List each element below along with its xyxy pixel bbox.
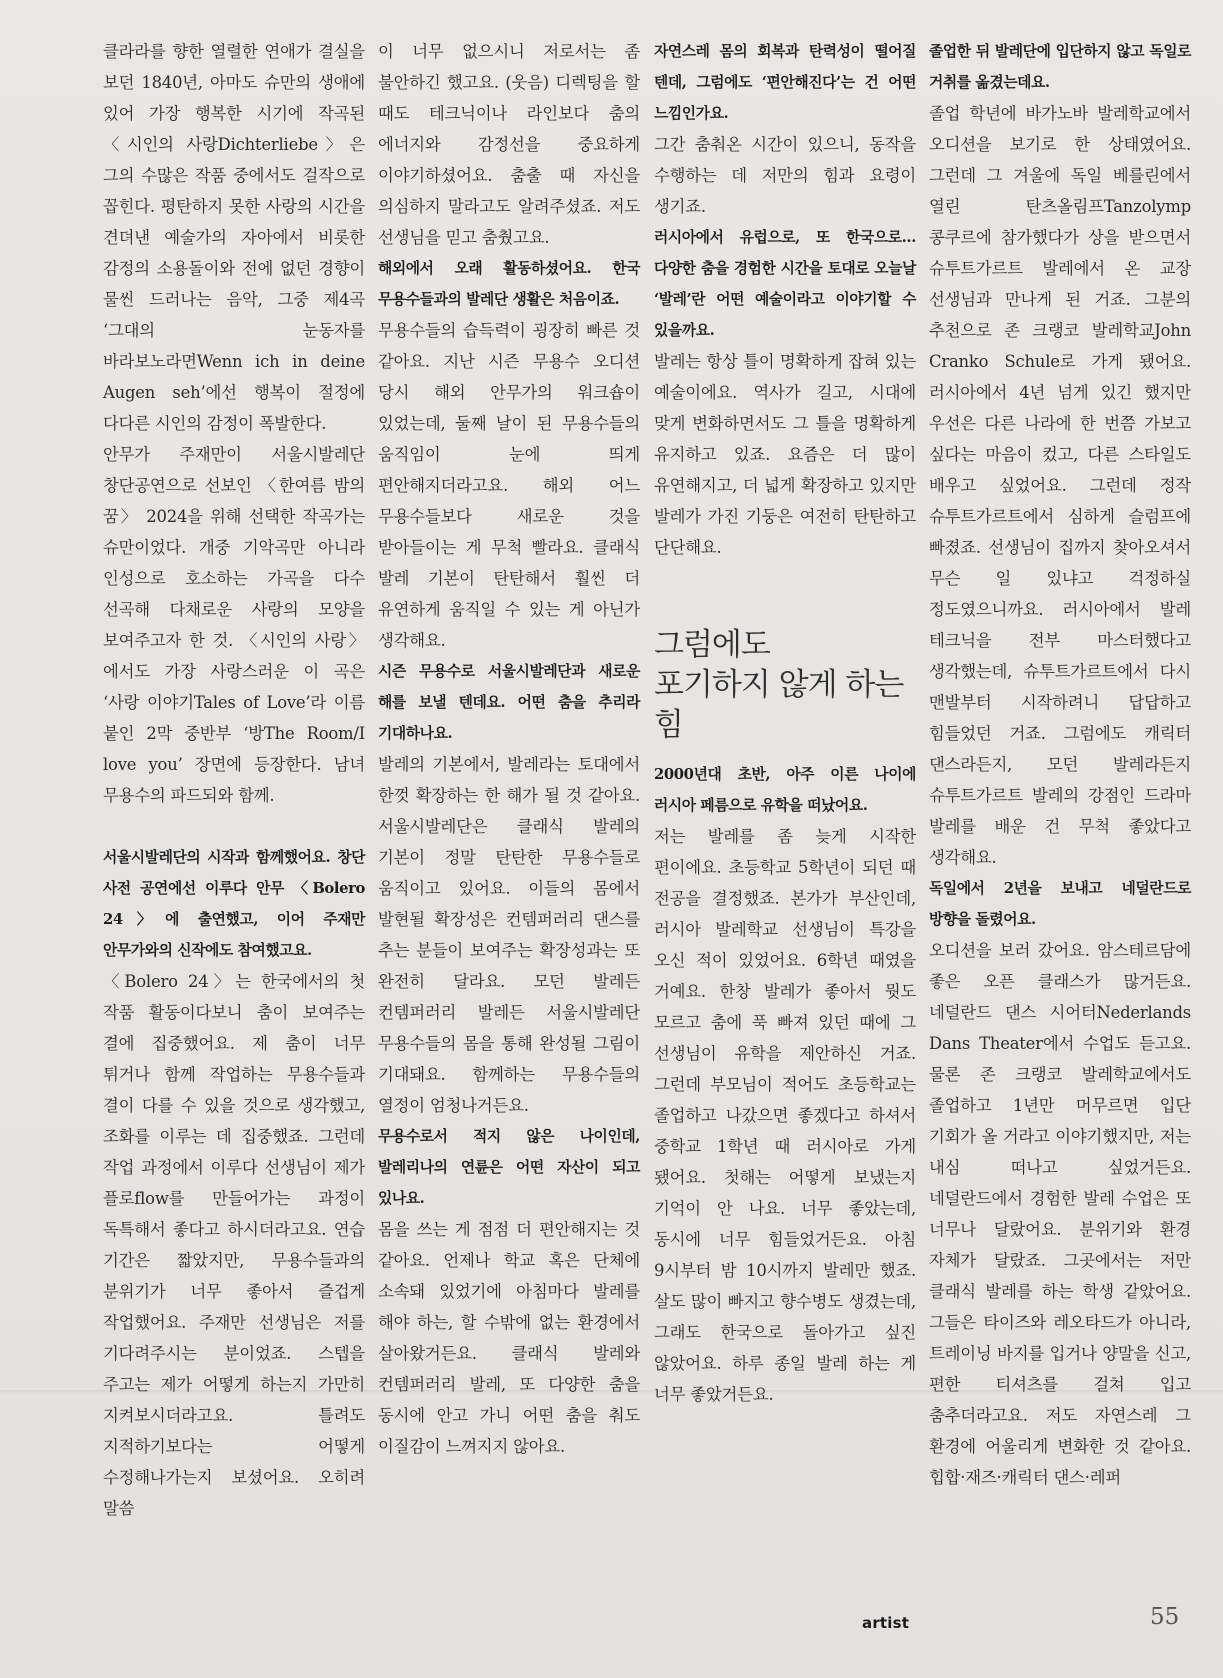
body-paragraph: 무용수들의 습득력이 굉장히 빠른 것 같아요. 지난 시즌 무용수 오디션 당시 해외 안무가의 워크숍이 있었는데, 둘째 날이 된 무용수들의 움직임이 눈에 띄게 편안해지더라고요. 해외 어느 무용수들보다 새로운 것을 받아들이는 게 무척 빨라요. 클래식 발레 기본이 탄탄해서 훨씬 더 유연하게 움직일 수 있는 게 아닌가 생각해요. (378, 321, 640, 650)
section-heading: 그럼에도 포기하지 않게 하는 힘 (654, 627, 904, 743)
footer-brand: artist (862, 1614, 910, 1632)
section-gap (654, 563, 916, 625)
article-column-2 (378, 36, 640, 1462)
interview-question: 무용수로서 적지 않은 나이인데, 발레리나의 연륜은 어떤 자산이 되고 있나요. (378, 1128, 640, 1207)
article-column-4 (929, 36, 1191, 1493)
interview-question: 2000년대 초반, 아주 이른 나이에 러시아 페름으로 유학을 떠났어요. (654, 766, 916, 814)
body-paragraph: 발레는 항상 틀이 명확하게 잡혀 있는 예술이에요. 역사가 길고, 시대에 맞게 변화하면서도 그 틀을 명확하게 유지하고 있죠. 요즘은 더 많이 유연해지고, 더 넓게 확장하고 있지만 발레가 가진 기둥은 여전히 탄탄하고 단단해요. (654, 352, 916, 557)
body-paragraph: 오디션을 보러 갔어요. 암스테르담에 좋은 오픈 클래스가 많거든요. 네덜란드 댄스 시어터Nederlands Dans Theater에서 수업도 듣고요. 물론 존 크랭코 발레학교에서도 졸업하고 1년만 머무르면 입단 기회가 올 거라고 이야기했지만, 저는 내심 떠나고 싶었거든요. 네덜란드에서 경험한 발레 수업은 또 너무나 달랐어요. 분위기와 환경 자체가 달랐죠. 그곳에서는 저만 클래식 발레를 하는 학생 같았어요. 그들은 타이즈와 레오타드가 아니라, 트레이닝 바지를 입거나 양말을 신고, 편한 티셔츠를 걸쳐 입고 춤추더라고요. 저도 자연스레 그 환경에 어울리게 변화한 것 같아요. 힙합·재즈·캐릭터 댄스·레퍼 (929, 941, 1191, 1487)
body-paragraph: 그간 춤춰온 시간이 있으니, 동작을 수행하는 데 저만의 힘과 요령이 생기죠. (654, 135, 916, 216)
body-paragraph: 클라라를 향한 열렬한 연애가 결실을 보던 1840년, 아마도 슈만의 생애에 있어 가장 행복한 시기에 작곡된 〈시인의 사랑Dichterliebe〉은 그의 수많은 작품 중에서도 걸작으로 꼽힌다. 평탄하지 못한 사랑의 시간을 견뎌낸 예술가의 자아에서 비롯한 감정의 소용돌이와 전에 없던 경향이 물씬 드러나는 음악, 그중 제4곡 ‘그대의 눈동자를 바라보노라면Wenn ich in deine Augen seh’에선 행복이 절정에 다다른 시인의 감정이 폭발한다. (103, 42, 365, 433)
body-paragraph: 안무가 주재만이 서울시발레단 창단공연으로 선보인 〈한여름 밤의 꿈〉 2024을 위해 선택한 작곡가는 슈만이었다. 개중 기악곡만 아니라 인성으로 호소하는 가곡을 다수 선곡해 다채로운 사랑의 모양을 보여주고자 한 것. 〈시인의 사랑〉에서도 가장 사랑스러운 이 곡은 ‘사랑 이야기Tales of Love’라 이름 붙인 2막 중반부 ‘방The Room/I love you’ 장면에 등장한다. 남녀 무용수의 파드되와 함께. (103, 445, 365, 805)
interview-question: 서울시발레단의 시작과 함께했어요. 창단 사전 공연에선 이루다 안무 〈Bolero 24〉에 출연했고, 이어 주재만 안무가와의 신작에도 참여했고요. (103, 849, 365, 959)
interview-question: 해외에서 오래 활동하셨어요. 한국 무용수들과의 발레단 생활은 처음이죠. (378, 260, 640, 308)
body-paragraph: 발레의 기본에서, 발레라는 토대에서 한껏 확장하는 한 해가 될 것 같아요. 서울시발레단은 클래식 발레의 기본이 정말 탄탄한 무용수들로 움직이고 있어요. 이들의 몸에서 발현될 확장성은 컨템퍼러리 댄스를 추는 분들이 보여주는 확장성과는 또 완전히 달라요. 모던 발레든 컨템퍼러리 발레든 서울시발레단 무용수들의 몸을 통해 완성될 그림이 기대돼요. 함께하는 무용수들의 열정이 엄청나거든요. (378, 755, 640, 1115)
body-paragraph: 졸업 학년에 바가노바 발레학교에서 오디션을 보기로 한 상태였어요. 그런데 그 겨울에 독일 베를린에서 열린 탄츠올림프Tanzolymp 콩쿠르에 참가했다가 상을 받으면서 슈투트가르트 발레에서 온 교장 선생님과 만나게 된 거죠. 그분의 추천으로 존 크랭코 발레학교John Cranko Schule로 가게 됐어요. 러시아에서 4년 넘게 있긴 했지만 우선은 다른 나라에 한 번쯤 가보고 싶다는 마음이 컸고, 다른 스타일도 배우고 싶었어요. 그런데 정작 슈투트가르트에서 심하게 슬럼프에 빠졌죠. 선생님이 집까지 찾아오셔서 무슨 일 있냐고 걱정하실 정도였으니까요. 러시아에서 발레 테크닉을 전부 마스터했다고 생각했는데, 슈투트가르트에서 다시 맨발부터 시작하려니 답답하고 힘들었던 거죠. 그럼에도 캐릭터 댄스라든지, 모던 발레라든지 슈투트가르트 발레의 강점인 드라마 발레를 배운 건 무척 좋았다고 생각해요. (929, 104, 1191, 867)
article-column-1 (103, 36, 365, 1524)
paragraph-gap (103, 811, 365, 842)
body-paragraph: 이 너무 없으시니 저로서는 좀 불안하긴 했고요. (웃음) 디렉팅을 할 때도 테크닉이나 라인보다 춤의 에너지와 감정선을 중요하게 이야기하셨어요. 춤출 때 자신을 의심하지 말라고도 알려주셨죠. 저도 선생님을 믿고 춤췄고요. (378, 42, 640, 247)
interview-question: 독일에서 2년을 보내고 네덜란드로 방향을 돌렸어요. (929, 880, 1191, 928)
interview-question: 러시아에서 유럽으로, 또 한국으로… 다양한 춤을 경험한 시간을 토대로 오늘날 ‘발레’란 어떤 예술이라고 이야기할 수 있을까요. (654, 229, 916, 339)
article-column-3 (654, 36, 916, 1410)
interview-question: 졸업한 뒤 발레단에 입단하지 않고 독일로 거취를 옮겼는데요. (929, 43, 1191, 91)
body-paragraph: 몸을 쓰는 게 점점 더 편안해지는 것 같아요. 언제나 학교 혹은 단체에 소속돼 있었기에 아침마다 발레를 해야 하는, 할 수밖에 없는 환경에서 살아왔거든요. 클래식 발레와 컨템퍼러리 발레, 또 다양한 춤을 동시에 안고 가니 어떤 춤을 춰도 이질감이 느껴지지 않아요. (378, 1220, 640, 1456)
body-paragraph: 〈Bolero 24〉는 한국에서의 첫 작품 활동이다보니 춤이 보여주는 결에 집중했어요. 제 춤이 너무 튀거나 함께 작업하는 무용수들과 결이 다를 수 있을 것으로 생각했고, 조화를 이루는 데 집중했죠. 그런데 작업 과정에서 이루다 선생님이 제가 플로flow를 만들어가는 과정이 독특해서 좋다고 하시더라고요. 연습 기간은 짧았지만, 무용수들과의 분위기가 너무 좋아서 즐겁게 작업했어요. 주재만 선생님은 저를 기다려주시는 분이었죠. 스텝을 주고는 제가 어떻게 하는지 가만히 지켜보시더라고요. 틀려도 지적하기보다는 어떻게 수정해나가는지 보셨어요. 오히려 말씀 (103, 972, 365, 1518)
interview-question: 자연스레 몸의 회복과 탄력성이 떨어질 텐데, 그럼에도 ‘편안해진다’는 건 어떤 느낌인가요. (654, 43, 916, 122)
body-paragraph: 저는 발레를 좀 늦게 시작한 편이에요. 초등학교 5학년이 되던 때 전공을 결정했죠. 본가가 부산인데, 러시아 발레학교 선생님이 특강을 오신 적이 있었어요. 6학년 때였을 거예요. 한창 발레가 좋아서 뭣도 모르고 춤에 푹 빠져 있던 때에 그 선생님이 유학을 제안하신 거죠. 그런데 부모님이 적어도 초등학교는 졸업하고 나갔으면 좋겠다고 하셔서 중학교 1학년 때 러시아로 가게 됐어요. 첫해는 어떻게 보냈는지 기억이 안 나요. 너무 좋았는데, 동시에 너무 힘들었거든요. 아침 9시부터 밤 10시까지 발레만 했죠. 살도 많이 빠지고 향수병도 생겼는데, 그래도 한국으로 돌아가고 싶진 않았어요. 하루 종일 발레 하는 게 너무 좋았거든요. (654, 827, 916, 1404)
page-number: 55 (1150, 1604, 1180, 1630)
interview-question: 시즌 무용수로 서울시발레단과 새로운 해를 보낼 텐데요. 어떤 춤을 추리라 기대하나요. (378, 663, 640, 742)
